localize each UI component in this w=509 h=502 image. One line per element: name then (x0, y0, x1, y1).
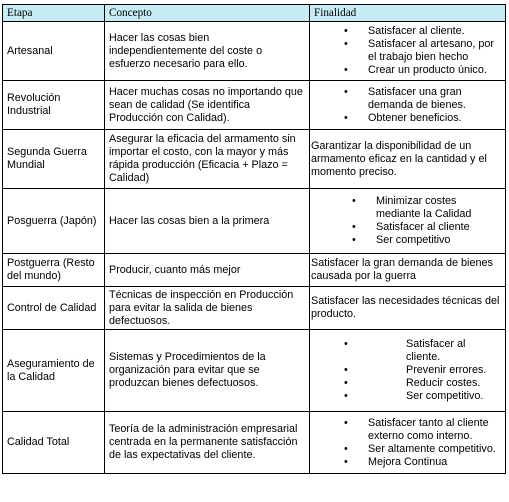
table-header-row (3, 5, 506, 22)
finalidad-item: • Satisfacer al artesano, por el trabajo bien hecho (314, 38, 501, 64)
finalidad-cell (310, 22, 506, 81)
etapa-cell: Revolución Industrial (3, 81, 105, 130)
finalidad-cell: Satisfacer la gran demanda de bienes causada por la guerra (310, 254, 506, 287)
finalidad-cell (310, 189, 506, 254)
concepto-cell: Asegurar la eficacia del armamento sin importar el costo, con la mayor y más rápida producción (Eficacia + Plazo = Calidad) (105, 130, 310, 189)
finalidad-list (314, 25, 501, 77)
finalidad-item: • Obtener beneficios. (314, 112, 501, 125)
etapa-cell: Artesanal (3, 22, 105, 81)
finalidad-item: • Satisfacer al cliente (314, 221, 501, 234)
finalidad-item: • Satisfacer tanto al cliente externo como interno. (314, 417, 501, 443)
finalidad-cell: Satisfacer las necesidades técnicas del producto. (310, 287, 506, 330)
concepto-cell: Teoría de la administración empresarial centrada en la permanente satisfacción de las expectativas del cliente. (105, 412, 310, 474)
etapa-cell: Control de Calidad (3, 287, 105, 330)
header-concepto: Concepto (105, 5, 310, 22)
table-row (3, 22, 506, 81)
finalidad-item: • Ser competitivo. (314, 390, 501, 403)
etapa-cell: Segunda Guerra Mundial (3, 130, 105, 189)
etapa-cell: Postguerra (Resto del mundo) (3, 254, 105, 287)
finalidad-list (314, 86, 501, 125)
table-row (3, 287, 506, 330)
finalidad-item: • Prevenir errores. (314, 364, 501, 377)
finalidad-list (314, 417, 501, 469)
finalidad-list (314, 195, 501, 247)
finalidad-cell: Garantizar la disponibilidad de un armamento eficaz en la cantidad y el momento preciso. (310, 130, 506, 189)
etapa-cell: Aseguramiento de la Calidad (3, 330, 105, 412)
concepto-cell: Hacer las cosas bien a la primera (105, 189, 310, 254)
concepto-cell: Producir, cuanto más mejor (105, 254, 310, 287)
finalidad-item: • Satisfacer al cliente. (314, 338, 501, 364)
concepto-cell: Hacer muchas cosas no importando que sean de calidad (Se identifica Producción con Calidad). (105, 81, 310, 130)
finalidad-item: • Ser altamente competitivo. (314, 443, 501, 456)
finalidad-cell (310, 412, 506, 474)
etapa-cell: Calidad Total (3, 412, 105, 474)
finalidad-list (314, 338, 501, 403)
concepto-cell: Técnicas de inspección en Producción para evitar la salida de bienes defectuosos. (105, 287, 310, 330)
finalidad-item: • Minimizar costes mediante la Calidad (314, 195, 501, 221)
finalidad-item: • Satisfacer al cliente. (314, 25, 501, 38)
table-row (3, 130, 506, 189)
quality-evolution-table (2, 4, 506, 474)
table-row (3, 189, 506, 254)
finalidad-item: • Mejora Continua (314, 456, 501, 469)
table-row (3, 254, 506, 287)
finalidad-cell (310, 81, 506, 130)
concepto-cell: Sistemas y Procedimientos de la organización para evitar que se produzcan bienes defectuosos. (105, 330, 310, 412)
finalidad-item: • Satisfacer una gran demanda de bienes. (314, 86, 501, 112)
table-row (3, 412, 506, 474)
finalidad-item: • Reducir costes. (314, 377, 501, 390)
header-finalidad: Finalidad (310, 5, 506, 22)
finalidad-cell (310, 330, 506, 412)
table-row (3, 81, 506, 130)
finalidad-item: • Ser competitivo (314, 234, 501, 247)
table-row (3, 330, 506, 412)
finalidad-item: • Crear un producto único. (314, 64, 501, 77)
header-etapa: Etapa (3, 5, 105, 22)
etapa-cell: Posguerra (Japón) (3, 189, 105, 254)
concepto-cell: Hacer las cosas bien independientemente del coste o esfuerzo necesario para ello. (105, 22, 310, 81)
